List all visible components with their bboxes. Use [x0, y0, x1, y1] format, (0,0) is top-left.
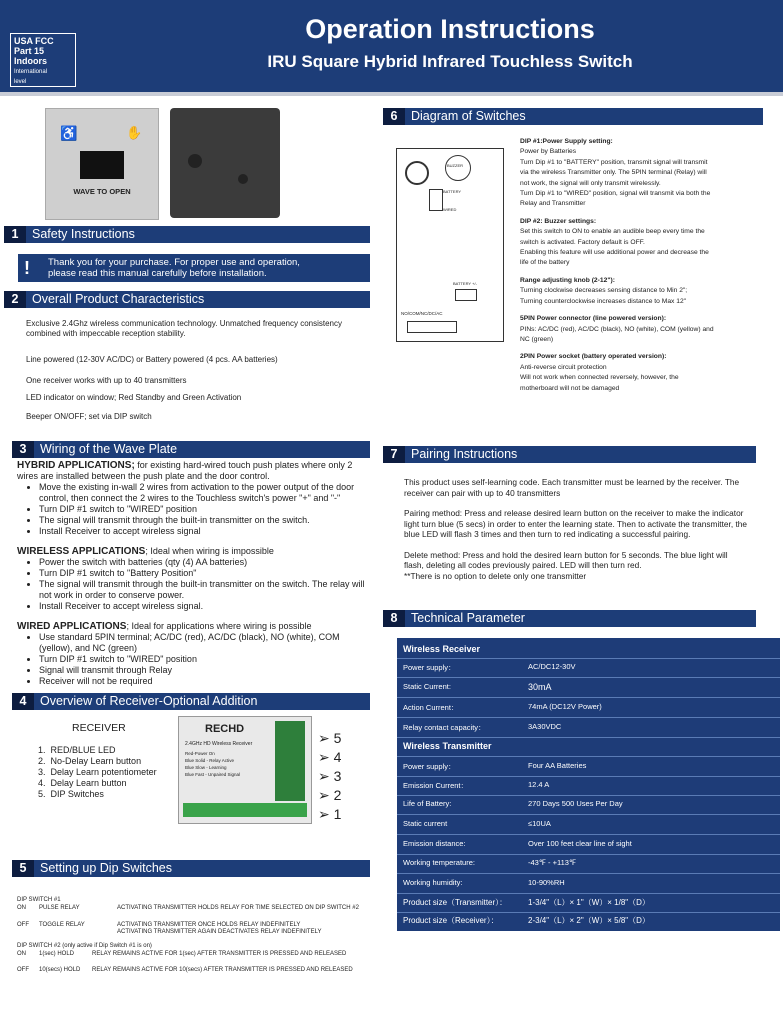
- note-line: Enabling this feature will use additional power and decrease the: [520, 249, 709, 257]
- note-block: [520, 352, 760, 394]
- callout: ➢ 1: [318, 806, 342, 822]
- receiver-module-image: [178, 716, 312, 824]
- section-header: [4, 226, 370, 243]
- section-number: 1: [4, 226, 26, 243]
- dip2-on-row: ON 1(sec) HOLD RELAY REMAINS ACTIVE FOR 1(sec) AFTER TRANSMITTER IS PRESSED AND RELEASED: [17, 951, 347, 957]
- legend-item: Blue Slow - Learning: [185, 765, 227, 770]
- receiver-item: 3. Delay Learn potentiometer: [38, 767, 157, 777]
- wheelchair-icon: ♿: [60, 125, 78, 141]
- row-divider: [397, 795, 780, 796]
- section-number: 3: [12, 441, 34, 458]
- section-header: [383, 610, 756, 627]
- note-title: DIP #2: Buzzer settings:: [520, 217, 597, 225]
- battery-label: BATTERY: [443, 189, 462, 194]
- hybrid-line2: wires are installed between the push plate and the door control.: [17, 471, 270, 481]
- list-item: • Power the switch with batteries (qty (4) AA batteries): [39, 557, 373, 568]
- section-title: Setting up Dip Switches: [40, 861, 173, 875]
- section-number: 6: [383, 108, 405, 125]
- callout: ➢ 2: [318, 787, 342, 803]
- dip2-title: DIP SWITCH #2 (only active if Dip Switch #1 is on): [17, 943, 152, 949]
- note-line: motherboard will not be damaged: [520, 384, 620, 392]
- safety-line1: Thank you for your purchase. For proper use and operation,: [48, 257, 300, 268]
- switch-diagram: [396, 148, 504, 342]
- list-item: • Receiver will not be required: [39, 676, 373, 687]
- safety-line2: please read this manual carefully before installation.: [48, 268, 267, 279]
- receiver-item: 1. RED/BLUE LED: [38, 745, 116, 755]
- battery-connector: [455, 289, 477, 301]
- section-title: Diagram of Switches: [411, 109, 526, 123]
- note-line: Set this switch to ON to enable an audible beep every time the: [520, 228, 705, 236]
- row-divider: [397, 658, 780, 659]
- sensor-window: [80, 151, 124, 179]
- terminal-block: [407, 321, 457, 333]
- note-line: Relay and Transmitter: [520, 200, 586, 208]
- section-header: [12, 860, 370, 877]
- wiring-content: [17, 460, 373, 687]
- wireless-list: [17, 557, 373, 612]
- buzzer: [445, 155, 471, 181]
- list-item: • Move the existing in-wall 2 wires from activation to the power output of the door control, then connect the 2 wires to the Touchless switch's power "+" and "-": [39, 482, 373, 504]
- note-line: Anti-reverse circuit protection: [520, 363, 607, 371]
- list-item: • Turn DIP #1 switch to "WIRED" position: [39, 504, 373, 515]
- header-divider: [0, 92, 783, 96]
- note-line: Turn Dip #1 to "WIRED" position, signal will transmit via both the: [520, 190, 711, 198]
- note-line: life of the battery: [520, 259, 570, 267]
- list-item: • The signal will transmit through the built-in transmitter on the switch. The relay will not work in order to conserve power.: [39, 579, 373, 601]
- section-number: 2: [4, 291, 26, 308]
- receiver-item: 2. No-Delay Learn button: [38, 756, 142, 766]
- hybrid-heading: HYBRID APPLICATIONS;: [17, 460, 135, 471]
- page-title: Operation Instructions: [305, 14, 595, 44]
- badge-line2: Part 15: [14, 46, 45, 56]
- section-header: [383, 446, 756, 463]
- module-legend: [185, 750, 240, 778]
- note-line: Power by Batteries: [520, 148, 577, 156]
- characteristic-text: One receiver works with up to 40 transmitters: [26, 376, 187, 385]
- section-header: [383, 108, 763, 125]
- section-header: [12, 441, 370, 458]
- legend-item: Blue Fast - Unpaired Signal: [185, 772, 241, 777]
- wireless-heading-rest: ; Ideal when wiring is impossible: [145, 546, 274, 556]
- note-block: [520, 137, 760, 210]
- receiver-item: 5. DIP Switches: [38, 789, 104, 799]
- receiver-callouts: [318, 729, 341, 824]
- row-divider: [397, 854, 780, 855]
- wired-list: [17, 632, 373, 687]
- hybrid-heading-rest: for existing hard-wired touch push plates where only 2: [134, 460, 353, 470]
- tech-parameter-table: Wireless Receiver Power supply： AC/DC12-30V Static Current: 30mA Action Current： 74mA (DC12V Power) Relay contact capacity： 3A30VDC Wireless Transmitter Power supply： Four AA Batteries Emission Current： 12.4 A Life of Battery: 270 Days 500 Uses Per Day Static current ≤10UA Emission distance: Over 100 feet clear line of sight Working temperature: -43℉ - +113℉ Working humidity: 10-90%RH Product size（Transmitter）： 1-3/4"（L）× 1"（W）× 1/8"（D） Product size（Receiver）： 2-3/4"（L）× 2"（W）× 5/8"（D）: [397, 638, 780, 931]
- badge-line4: International: [14, 69, 48, 75]
- list-item: • Turn DIP #1 switch to "WIRED" position: [39, 654, 373, 665]
- legend-item: Blue Solid - Relay Active: [185, 758, 235, 763]
- section-header: [4, 291, 370, 308]
- callout: ➢ 5: [318, 730, 342, 746]
- badge-line5: level: [14, 79, 27, 85]
- row-divider: [397, 717, 780, 718]
- wave-label: WAVE TO OPEN: [73, 187, 131, 196]
- list-item: • Turn DIP #1 switch to "Battery Position": [39, 568, 373, 579]
- buzzer-label: BUZZER: [447, 163, 463, 168]
- note-line: not work, the signal will only transmit wirelessly.: [520, 179, 661, 187]
- section-number: 8: [383, 610, 405, 627]
- hybrid-list: [17, 482, 373, 537]
- back-hole: [238, 174, 248, 184]
- fcc-badge: [10, 33, 76, 87]
- range-knob: [405, 161, 429, 185]
- row-divider: [397, 697, 780, 698]
- wired-heading-rest: ; Ideal for applications where wiring is possible: [126, 621, 312, 631]
- switch-front-photo: [45, 108, 159, 220]
- note-line: PINs: AC/DC (red), AC/DC (black), NO (white), COM (yellow) and: [520, 325, 714, 333]
- badge-line3: Indoors: [14, 56, 47, 66]
- note-block: [520, 314, 760, 345]
- module-terminal-strip: [183, 803, 307, 817]
- warning-icon: !: [24, 258, 30, 278]
- note-title: Range adjusting knob (2-12"):: [520, 276, 615, 284]
- module-side-board: [275, 721, 305, 801]
- section-number: 4: [12, 693, 34, 710]
- pairing-p2: Pairing method: Press and release desired learn button on the receiver to make the indicator light turn blue (5 secs) in order to enter the learning state. Then to activate the transmitter, the blue LED will flash 3 times and then turn to red indicating a successful pairing.: [404, 508, 747, 539]
- row-divider: [397, 912, 780, 913]
- row-divider: [397, 893, 780, 894]
- battery-connector-label: BATTERY +/-: [453, 281, 477, 286]
- section-number: 7: [383, 446, 405, 463]
- section-title: Wiring of the Wave Plate: [40, 442, 178, 456]
- dip1-title: DIP SWITCH #1: [17, 897, 61, 903]
- legend-item: Red-Power On: [185, 751, 215, 756]
- hand-wave-icon: ✋: [126, 125, 143, 140]
- dip-switch-table: [17, 896, 383, 974]
- note-title: 2PIN Power socket (battery operated version):: [520, 353, 667, 361]
- pairing-p3b: **There is no option to delete only one transmitter: [404, 570, 587, 581]
- receiver-heading: Wireless Receiver: [403, 644, 480, 654]
- row-divider: [397, 873, 780, 874]
- section-number: 5: [12, 860, 34, 877]
- list-item: • Signal will transmit through Relay: [39, 665, 373, 676]
- row-divider: [397, 737, 780, 738]
- note-title: 5PIN Power connector (line powered version):: [520, 315, 667, 323]
- list-item: • The signal will transmit through the built-in transmitter on the switch.: [39, 515, 373, 526]
- page-subtitle: IRU Square Hybrid Infrared Touchless Switch: [267, 52, 633, 71]
- receiver-title: RECEIVER: [72, 722, 126, 734]
- dip1-on-row: ON PULSE RELAY ACTIVATING TRANSMITTER HOLDS RELAY FOR TIME SELECTED ON DIP SWITCH #2: [17, 905, 359, 911]
- terminal-label: NO/COM/NC/DC/AC: [401, 311, 443, 316]
- note-block: [520, 276, 760, 307]
- list-item: • Install Receiver to accept wireless signal: [39, 526, 373, 537]
- diagram-notes: [520, 137, 760, 394]
- row-divider: [397, 756, 780, 757]
- note-line: via the wireless Transmitter only. The 5PIN terminal (Relay) will: [520, 169, 707, 177]
- pairing-p3a: Delete method: Press and hold the desired learn button for 5 seconds. The blue light will flash, deleting all codes previously paired. LED will then turn red.: [404, 549, 728, 570]
- note-title: DIP #1:Power Supply setting:: [520, 138, 613, 145]
- characteristic-text: Beeper ON/OFF; set via DIP switch: [26, 412, 152, 421]
- wired-label: WIRED: [443, 207, 457, 212]
- transmitter-heading: Wireless Transmitter: [403, 741, 492, 751]
- row-divider: [397, 776, 780, 777]
- module-line: 2.4GHz HD Wireless Receiver: [185, 741, 253, 747]
- badge-line1: USA FCC: [14, 36, 54, 46]
- safety-notice: [18, 254, 370, 282]
- callout: ➢ 3: [318, 768, 342, 784]
- hybrid-heading-line: [17, 460, 373, 471]
- section-title: Overview of Receiver-Optional Addition: [40, 694, 258, 708]
- wireless-heading: WIRELESS APPLICATIONS: [17, 546, 146, 557]
- characteristic-text: LED indicator on window; Red Standby and Green Activation: [26, 393, 242, 402]
- section-title: Safety Instructions: [32, 227, 135, 241]
- module-brand: RECHD: [205, 723, 245, 735]
- note-line: switch is activated. Factory default is OFF.: [520, 238, 645, 246]
- wireless-heading-line: [17, 546, 373, 557]
- characteristic-text: combined with impeccable reception stability.: [26, 329, 186, 338]
- back-hole: [188, 154, 202, 168]
- section-title: Overall Product Characteristics: [32, 292, 205, 306]
- note-line: Turn Dip #1 to "BATTERY" position, transmit signal will transmit: [520, 158, 708, 166]
- characteristic-text: Line powered (12-30V AC/DC) or Battery powered (4 pcs. AA batteries): [26, 355, 278, 364]
- note-line: NC (green): [520, 335, 554, 343]
- note-line: Turning clockwise decreases sensing distance to Min 2";: [520, 287, 688, 295]
- pairing-text: [404, 477, 748, 581]
- note-block: [520, 217, 760, 269]
- row-divider: [397, 814, 780, 815]
- section-title: Pairing Instructions: [411, 447, 518, 461]
- wired-heading: WIRED APPLICATIONS: [17, 621, 127, 632]
- row-divider: [397, 834, 780, 835]
- characteristic-text: Exclusive 2.4Ghz wireless communication technology. Unmatched frequency consistency: [26, 319, 342, 328]
- row-divider: [397, 677, 780, 678]
- section-title: Technical Parameter: [411, 611, 525, 625]
- dip-block: [429, 189, 443, 211]
- receiver-list: [38, 745, 157, 800]
- note-line: Will not work when connected reversely, however, the: [520, 374, 679, 382]
- note-line: Turning counterclockwise increases distance to Max 12": [520, 297, 687, 305]
- switch-back-photo: [170, 108, 280, 218]
- list-item: • Install Receiver to accept wireless signal.: [39, 601, 373, 612]
- wired-heading-line: [17, 621, 373, 632]
- pairing-p1: This product uses self-learning code. Each transmitter must be learned by the receiver. The receiver can pair with up to 40 transmitters: [404, 477, 740, 498]
- dip2-off-row: OFF 10(secs) HOLD RELAY REMAINS ACTIVE FOR 10(secs) AFTER TRANSMITTER IS PRESSED AND RELEASED: [17, 967, 353, 973]
- callout: ➢ 4: [318, 749, 342, 765]
- section-header: [12, 693, 370, 710]
- list-item: • Use standard 5PIN terminal; AC/DC (red), AC/DC (black), NO (white), COM (yellow), and NC (green): [39, 632, 373, 654]
- receiver-item: 4. Delay Learn button: [38, 778, 127, 788]
- dip1-off-row: OFF TOGGLE RELAY ACTIVATING TRANSMITTER ONCE HOLDS RELAY INDEFINITELY ACTIVATING TRANSMITTER AGAIN DEACTIVATES RELAY INDEFINITELY: [17, 922, 322, 935]
